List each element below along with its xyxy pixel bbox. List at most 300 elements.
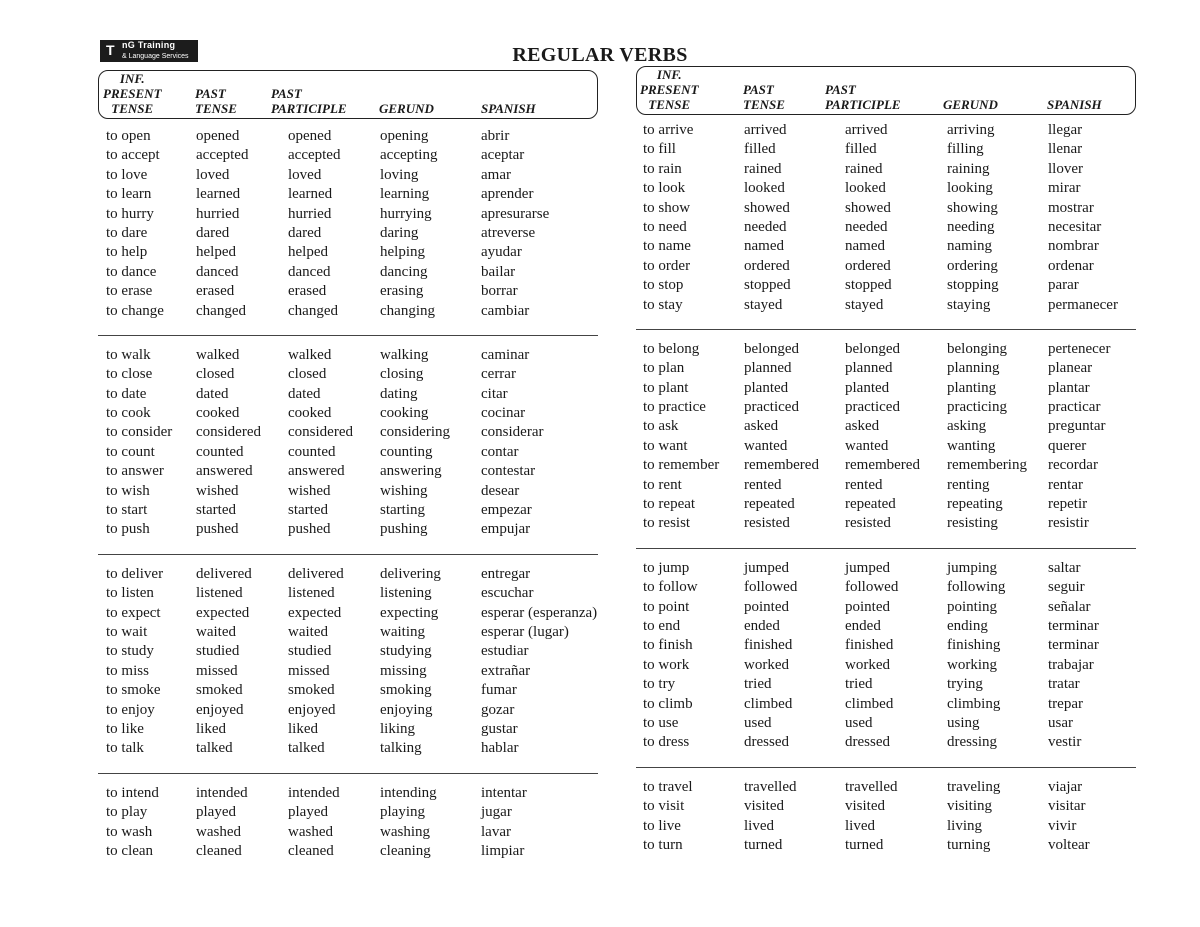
verb-past-participle: loved [288, 166, 322, 183]
verb-row [636, 817, 1136, 836]
verb-past-participle: tried [845, 676, 873, 693]
verb-group [636, 330, 1136, 549]
verb-spanish: bailar [481, 263, 516, 280]
verb-gerund: opening [380, 128, 429, 144]
verb-past-participle: helped [288, 244, 328, 261]
verb-row [636, 733, 1136, 752]
verb-gerund: filling [947, 141, 984, 158]
verb-past-tense: hurried [196, 205, 240, 222]
verb-infinitive: to end [643, 617, 681, 634]
verb-row [636, 276, 1136, 295]
verb-row [98, 302, 598, 321]
verb-infinitive: to dare [106, 224, 148, 241]
verb-gerund: enjoying [380, 701, 433, 718]
verb-infinitive: to remember [643, 457, 720, 474]
verb-past-participle: dated [288, 385, 321, 402]
verb-past-participle: pushed [288, 521, 331, 538]
verb-spanish: terminar [1048, 617, 1099, 634]
verb-spanish: atreverse [481, 224, 536, 241]
verb-spanish: aprender [481, 186, 534, 203]
verb-past-tense: studied [196, 643, 240, 660]
verb-gerund: raining [947, 160, 990, 177]
verb-past-participle: ordered [845, 257, 891, 274]
verb-past-tense: wished [196, 482, 239, 499]
verb-past-participle: started [288, 502, 328, 519]
verb-past-participle: worked [845, 656, 890, 673]
verb-spanish: saltar [1048, 559, 1081, 576]
verb-infinitive: to wash [106, 823, 153, 840]
verb-group [636, 768, 1136, 864]
verb-past-tense: travelled [744, 778, 797, 795]
verb-spanish: intentar [481, 784, 527, 801]
verb-infinitive: to finish [643, 637, 693, 654]
verb-past-tense: missed [196, 662, 238, 679]
verb-infinitive: to climb [643, 695, 693, 712]
verb-gerund: ordering [947, 257, 998, 274]
verb-row [636, 617, 1136, 636]
verb-row [98, 185, 598, 204]
verb-gerund: climbing [947, 695, 1001, 712]
verb-past-tense: rented [744, 476, 782, 493]
verb-row [636, 359, 1136, 378]
verb-past-participle: accepted [288, 147, 341, 164]
right-header-box [636, 66, 1136, 115]
verb-spanish: llenar [1048, 141, 1083, 158]
verb-past-participle: enjoyed [288, 701, 336, 718]
verb-row [636, 456, 1136, 475]
verb-infinitive: to try [643, 676, 676, 693]
verb-spanish: borrar [481, 283, 518, 300]
verb-infinitive: to jump [643, 559, 690, 576]
verb-past-participle: finished [845, 637, 894, 654]
verb-past-participle: walked [288, 346, 332, 363]
verb-spanish: trabajar [1048, 656, 1094, 673]
verb-past-participle: resisted [845, 515, 891, 532]
verb-row [98, 584, 598, 603]
verb-past-participle: rained [845, 160, 883, 177]
verb-infinitive: to open [106, 128, 151, 144]
verb-past-participle: used [845, 714, 873, 731]
verb-past-tense: used [744, 714, 772, 731]
verb-gerund: pointing [947, 598, 998, 615]
verb-infinitive: to consider [106, 424, 173, 441]
verb-gerund: ending [947, 617, 988, 634]
verb-infinitive: to count [106, 443, 155, 460]
verb-past-tense: needed [744, 218, 787, 235]
header-past-tense: PAST TENSE [743, 82, 785, 112]
verb-gerund: jumping [947, 559, 998, 576]
verb-past-participle: learned [288, 186, 333, 203]
verb-gerund: liking [380, 720, 416, 737]
verb-spanish: tratar [1048, 676, 1080, 693]
verb-past-tense: ordered [744, 257, 790, 274]
verb-past-tense: accepted [196, 147, 249, 164]
verb-spanish: llover [1048, 160, 1083, 177]
verb-past-participle: stayed [845, 296, 884, 313]
verb-spanish: aceptar [481, 147, 525, 164]
verb-spanish: empujar [481, 521, 531, 538]
verb-past-tense: visited [744, 798, 784, 815]
verb-row [636, 379, 1136, 398]
verb-infinitive: to travel [643, 778, 693, 795]
verb-past-tense: danced [196, 263, 239, 280]
verb-past-participle: waited [288, 623, 328, 640]
verb-past-tense: talked [196, 740, 233, 757]
verb-gerund: answering [380, 463, 442, 480]
verb-gerund: counting [380, 443, 433, 460]
verb-past-participle: studied [288, 643, 332, 660]
verb-row [636, 695, 1136, 714]
verb-spanish: esperar (esperanza) [481, 604, 598, 621]
verb-past-tense: delivered [196, 565, 252, 582]
verb-past-participle: talked [288, 740, 325, 757]
verb-past-participle: erased [288, 283, 327, 300]
verb-past-tense: changed [196, 302, 246, 319]
verb-spanish: rentar [1048, 476, 1083, 493]
verb-past-tense: rained [744, 160, 782, 177]
verb-infinitive: to rain [643, 160, 682, 177]
verb-spanish: contar [481, 443, 519, 460]
verb-gerund: waiting [380, 623, 425, 640]
verb-infinitive: to plant [643, 379, 689, 396]
verb-past-participle: filled [845, 141, 877, 158]
verb-gerund: pushing [380, 521, 428, 538]
verb-infinitive: to name [643, 238, 691, 255]
verb-spanish: empezar [481, 502, 532, 519]
verb-spanish: mirar [1048, 180, 1081, 197]
verb-infinitive: to close [106, 366, 153, 383]
verb-group [98, 555, 598, 774]
verb-row [98, 146, 598, 165]
verb-past-tense: pointed [744, 598, 789, 615]
verb-past-participle: travelled [845, 778, 898, 795]
verb-row [636, 121, 1136, 140]
verb-past-tense: answered [196, 463, 253, 480]
verb-past-tense: intended [196, 784, 248, 801]
verb-past-participle: jumped [845, 559, 890, 576]
verb-past-participle: counted [288, 443, 336, 460]
verb-spanish: trepar [1048, 695, 1083, 712]
verb-spanish: pertenecer [1048, 340, 1111, 357]
verb-past-tense: practiced [744, 399, 799, 416]
verb-past-tense: helped [196, 244, 236, 261]
verb-gerund: changing [380, 302, 435, 319]
verb-infinitive: to like [106, 720, 144, 737]
verb-past-tense: climbed [744, 695, 793, 712]
verb-past-tense: filled [744, 141, 776, 158]
verb-gerund: wanting [947, 437, 996, 454]
verb-gerund: learning [380, 186, 430, 203]
verb-infinitive: to love [106, 166, 148, 183]
left-header-box [98, 70, 598, 119]
verb-past-participle: dressed [845, 734, 890, 751]
verb-gerund: naming [947, 238, 992, 255]
verb-infinitive: to expect [106, 604, 161, 621]
verb-row [636, 296, 1136, 315]
verb-gerund: washing [380, 823, 430, 840]
verb-gerund: playing [380, 804, 425, 821]
verb-row [636, 437, 1136, 456]
verb-row [98, 365, 598, 384]
verb-past-tense: asked [744, 418, 779, 435]
verb-spanish: necesitar [1048, 218, 1102, 235]
verb-infinitive: to turn [643, 836, 683, 853]
verb-row [98, 501, 598, 520]
header-gerund: GERUND [943, 97, 998, 112]
verb-infinitive: to intend [106, 784, 159, 801]
header-inf-present-tense: INF. PRESENT TENSE [640, 67, 699, 112]
verb-spanish: plantar [1048, 379, 1090, 396]
verb-spanish: citar [481, 385, 508, 402]
verb-past-participle: delivered [288, 565, 344, 582]
header-gerund: GERUND [379, 101, 434, 116]
verb-gerund: cooking [380, 405, 429, 422]
verb-past-participle: answered [288, 463, 345, 480]
header-past-tense: PAST TENSE [195, 86, 237, 116]
verb-infinitive: to show [643, 199, 691, 216]
verb-past-participle: showed [845, 199, 891, 216]
verb-gerund: visiting [947, 798, 993, 815]
right-verb-table [636, 66, 1136, 863]
verb-row [98, 662, 598, 681]
verb-gerund: studying [380, 643, 432, 660]
verb-gerund: trying [947, 676, 983, 693]
verb-past-participle: lived [845, 817, 875, 834]
verb-row [636, 559, 1136, 578]
verb-past-tense: liked [196, 720, 226, 737]
verb-spanish: señalar [1048, 598, 1091, 615]
verb-spanish: contestar [481, 463, 536, 480]
verb-past-participle: liked [288, 720, 318, 737]
verb-past-tense: belonged [744, 340, 799, 357]
verb-infinitive: to start [106, 502, 148, 519]
verb-infinitive: to change [106, 302, 164, 319]
verb-infinitive: to date [106, 385, 147, 402]
verb-row [98, 243, 598, 262]
verb-past-participle: climbed [845, 695, 894, 712]
verb-infinitive: to look [643, 180, 686, 197]
verb-past-participle: intended [288, 784, 340, 801]
left-table-body [98, 119, 598, 869]
verb-past-participle: pointed [845, 598, 890, 615]
verb-infinitive: to play [106, 804, 148, 821]
verb-infinitive: to fill [643, 141, 676, 158]
verb-past-tense: repeated [744, 496, 795, 513]
verb-past-tense: planned [744, 360, 792, 377]
verb-past-tense: lived [744, 817, 774, 834]
verb-row [636, 237, 1136, 256]
verb-spanish: querer [1048, 437, 1087, 454]
verb-infinitive: to belong [643, 340, 700, 357]
verb-spanish: terminar [1048, 637, 1099, 654]
verb-spanish: esperar (lugar) [481, 623, 569, 640]
verb-past-participle: dared [288, 224, 322, 241]
verb-past-participle: closed [288, 366, 327, 383]
verb-row [98, 803, 598, 822]
verb-row [636, 656, 1136, 675]
verb-row [98, 166, 598, 185]
verb-row [98, 565, 598, 584]
verb-spanish: vestir [1048, 734, 1082, 751]
verb-past-tense: erased [196, 283, 235, 300]
verb-row [98, 823, 598, 842]
verb-past-participle: wanted [845, 437, 889, 454]
verb-row [98, 842, 598, 861]
verb-infinitive: to listen [106, 585, 154, 602]
verb-infinitive: to wait [106, 623, 148, 640]
verb-row [98, 423, 598, 442]
verb-past-participle: followed [845, 579, 899, 596]
verb-gerund: planting [947, 379, 997, 396]
verb-row [98, 443, 598, 462]
verb-gerund: belonging [947, 340, 1007, 357]
verb-gerund: delivering [380, 565, 441, 582]
verb-past-participle: visited [845, 798, 885, 815]
verb-past-participle: turned [845, 836, 884, 853]
verb-gerund: resisting [947, 515, 998, 532]
verb-row [98, 263, 598, 282]
header-past-participle: PAST PARTICIPLE [825, 82, 901, 112]
verb-gerund: erasing [380, 283, 424, 300]
verb-gerund: needing [947, 218, 995, 235]
verb-gerund: turning [947, 836, 991, 853]
verb-past-participle: changed [288, 302, 338, 319]
verb-gerund: expecting [380, 604, 439, 621]
verb-infinitive: to cook [106, 405, 151, 422]
verb-row [98, 720, 598, 739]
verb-row [636, 199, 1136, 218]
verb-infinitive: to push [106, 521, 150, 538]
verb-row [98, 404, 598, 423]
verb-spanish: limpiar [481, 842, 525, 859]
verb-infinitive: to study [106, 643, 154, 660]
verb-row [636, 257, 1136, 276]
verb-past-participle: repeated [845, 496, 896, 513]
verb-spanish: extrañar [481, 662, 531, 679]
verb-row [636, 598, 1136, 617]
verb-past-participle: practiced [845, 399, 900, 416]
verb-past-tense: dated [196, 385, 229, 402]
verb-past-tense: listened [196, 585, 243, 602]
verb-spanish: viajar [1048, 778, 1083, 795]
verb-spanish: permanecer [1048, 296, 1118, 313]
verb-row [98, 623, 598, 642]
logo-mark-icon: T [106, 42, 115, 58]
verb-past-tense: waited [196, 623, 236, 640]
verb-past-tense: played [196, 804, 236, 821]
verb-past-tense: ended [744, 617, 780, 634]
verb-spanish: fumar [481, 682, 517, 699]
verb-past-participle: danced [288, 263, 331, 280]
verb-row [636, 160, 1136, 179]
verb-spanish: entregar [481, 565, 531, 582]
verb-gerund: remembering [947, 457, 1027, 474]
verb-infinitive: to walk [106, 346, 151, 363]
verb-row [636, 714, 1136, 733]
verb-past-participle: washed [288, 823, 333, 840]
verb-gerund: considering [380, 424, 450, 441]
verb-spanish: nombrar [1048, 238, 1099, 255]
verb-spanish: gustar [481, 720, 518, 737]
verb-gerund: living [947, 817, 983, 834]
verb-infinitive: to enjoy [106, 701, 155, 718]
verb-spanish: resistir [1048, 515, 1089, 532]
verb-spanish: escuchar [481, 585, 534, 602]
verb-group [636, 549, 1136, 768]
verb-past-tense: named [744, 238, 784, 255]
verb-infinitive: to accept [106, 147, 160, 164]
verb-infinitive: to visit [643, 798, 685, 815]
verb-spanish: hablar [481, 740, 519, 757]
verb-infinitive: to miss [106, 662, 149, 679]
verb-infinitive: to practice [643, 399, 706, 416]
verb-spanish: ordenar [1048, 257, 1094, 274]
verb-past-tense: expected [196, 604, 250, 621]
verb-gerund: closing [380, 366, 424, 383]
verb-past-tense: wanted [744, 437, 788, 454]
verb-spanish: ayudar [481, 244, 522, 261]
verb-row [636, 140, 1136, 159]
verb-group [98, 774, 598, 870]
verb-past-tense: followed [744, 579, 798, 596]
verb-infinitive: to erase [106, 283, 153, 300]
verb-group [98, 119, 598, 336]
verb-gerund: renting [947, 476, 990, 493]
verb-past-tense: turned [744, 836, 783, 853]
verb-row [98, 482, 598, 501]
page-title: REGULAR VERBS [512, 44, 688, 66]
verb-past-participle: stopped [845, 277, 892, 294]
verb-spanish: seguir [1048, 579, 1085, 596]
verb-gerund: asking [947, 418, 987, 435]
verb-infinitive: to hurry [106, 205, 154, 222]
verb-past-tense: cleaned [196, 842, 242, 859]
verb-gerund: practicing [947, 399, 1007, 416]
verb-past-tense: cooked [196, 405, 240, 422]
verb-row [636, 636, 1136, 655]
verb-row [636, 514, 1136, 533]
verb-gerund: arriving [947, 122, 995, 138]
verb-spanish: desear [481, 482, 520, 499]
verb-row [636, 797, 1136, 816]
verb-row [98, 224, 598, 243]
verb-past-participle: expected [288, 604, 342, 621]
verb-infinitive: to follow [643, 579, 698, 596]
verb-past-participle: hurried [288, 205, 332, 222]
verb-row [636, 778, 1136, 797]
verb-gerund: intending [380, 784, 437, 801]
verb-row [98, 462, 598, 481]
verb-infinitive: to talk [106, 740, 144, 757]
verb-gerund: showing [947, 199, 998, 216]
verb-spanish: mostrar [1048, 199, 1094, 216]
verb-past-tense: jumped [744, 559, 789, 576]
verb-row [98, 282, 598, 301]
verb-row [98, 739, 598, 758]
verb-spanish: abrir [481, 128, 510, 144]
verb-past-participle: cleaned [288, 842, 334, 859]
verb-gerund: dancing [380, 263, 428, 280]
verb-infinitive: to resist [643, 515, 691, 532]
verb-spanish: cambiar [481, 302, 530, 319]
verb-past-participle: missed [288, 662, 330, 679]
verb-row [636, 578, 1136, 597]
verb-spanish: preguntar [1048, 418, 1106, 435]
verb-past-tense: enjoyed [196, 701, 244, 718]
verb-row [636, 495, 1136, 514]
verb-spanish: planear [1048, 360, 1093, 377]
verb-past-participle: wished [288, 482, 331, 499]
